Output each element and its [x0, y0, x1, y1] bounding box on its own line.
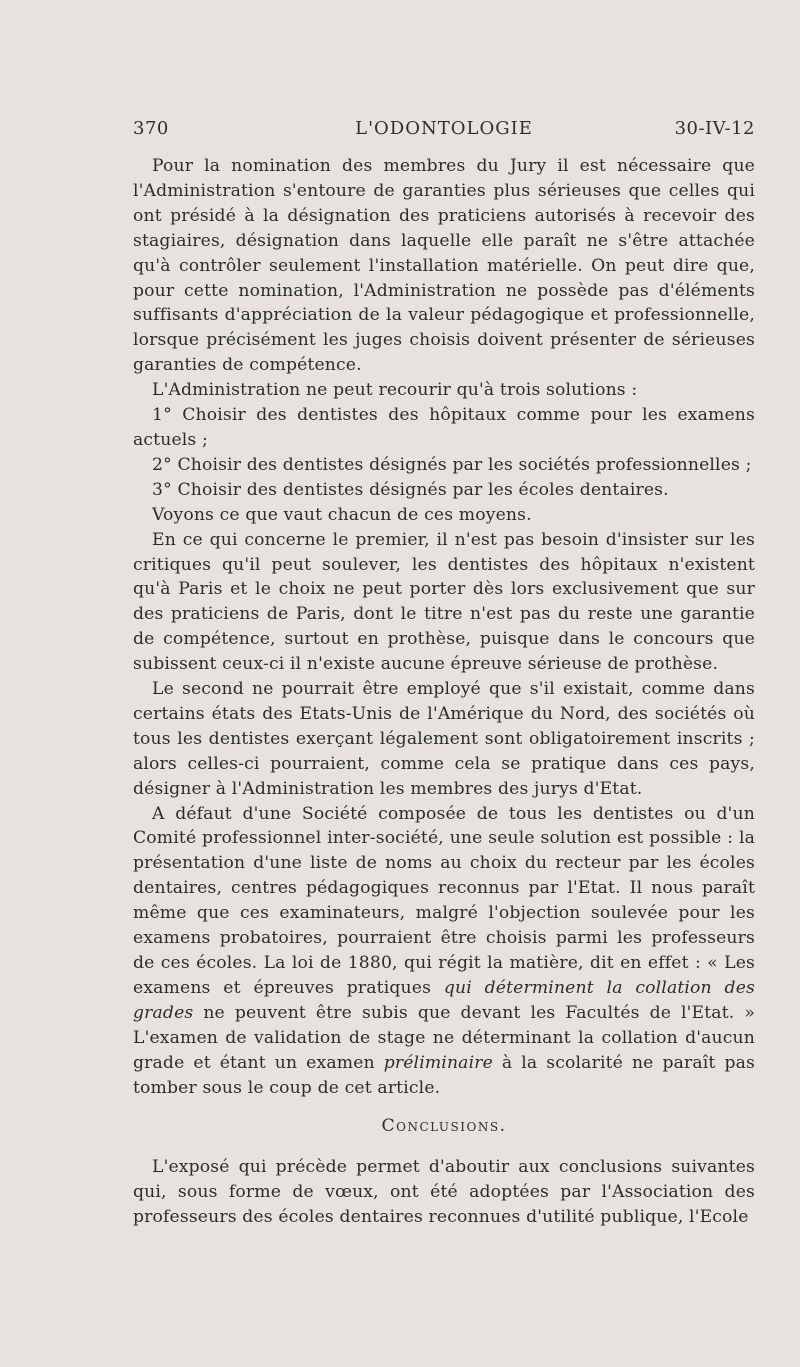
text-run: A défaut d'une Société composée de tous les dentistes ou d'un Comité professionnel inter-société, une seule solution est possible : la présentation d'une liste de noms au choix du recteur par les écoles dentaires, centres pédagogiques reconnus par l'Etat. Il nous paraît même que ces examinateurs, malgré l'objection soulevée pour les examens probatoires, pourraient être choisis parmi les professeurs de ces écoles. La loi de 1880, qui régit la matière, dit en effet : « Les examens et épreuves pratiques [133, 803, 755, 998]
paragraph-third-option [133, 802, 755, 1101]
list-item-solution-1: 1° Choisir des dentistes des hôpitaux comme pour les examens actuels ; [133, 405, 755, 450]
text-run: ne peuvent être subis que devant les Facultés de l'Etat. » L'examen de validation de stage ne déterminant la collation d'aucun grade et étant un examen [133, 1002, 755, 1073]
paragraph-three-solutions: L'Administration ne peut recourir qu'à trois solutions : [152, 380, 638, 401]
running-header [133, 118, 755, 144]
italic-quote: qui déterminent la collation des grades [133, 977, 755, 1023]
italic-term: préliminaire [383, 1052, 493, 1073]
paragraph-second-option: Le second ne pourrait être employé que s'il existait, comme dans certains états des Etats-Unis de l'Amérique du Nord, des sociétés où tous les dentistes exerçant légalement sont obligatoirement inscrits ; alors celles-ci pourraient, comme cela se pratique dans ces pays, désigner à l'Administration les membres des jurys d'Etat. [133, 679, 755, 799]
issue-date: 30-IV-12 [674, 118, 755, 139]
article-body [133, 154, 755, 1230]
paragraph-evaluate-means: Voyons ce que vaut chacun de ces moyens. [152, 504, 532, 525]
paragraph-first-option: En ce qui concerne le premier, il n'est pas besoin d'insister sur les critiques qu'il peut soulever, les dentistes des hôpitaux n'existent qu'à Paris et le choix ne peut porter dès lors exclusivement que sur des praticiens de Paris, dont le titre n'est pas du reste une garantie de compétence, surtout en prothèse, puisque dans le concours que subissent ceux-ci il n'existe aucune épreuve sérieuse de prothèse. [133, 529, 755, 675]
paragraph-jury-nomination: Pour la nomination des membres du Jury il est nécessaire que l'Administration s'entoure de garanties plus sérieuses que celles qui ont présidé à la désignation des praticiens autorisés à recevoir des stagiaires, désignation dans laquelle elle paraît ne s'être attachée qu'à contrôler seulement l'installation matérielle. On peut dire que, pour cette nomination, l'Administration ne possède pas d'éléments suffisants d'appréciation de la valeur pédagogique et professionnelle, lorsque précisément les juges choisis doivent présenter de sérieuses garanties de compétence. [133, 156, 755, 376]
list-item-solution-3: 3° Choisir des dentistes désignés par les écoles dentaires. [152, 479, 669, 500]
journal-title: L'ODONTOLOGIE [355, 118, 533, 139]
list-item-solution-2: 2° Choisir des dentistes désignés par les sociétés professionnelles ; [152, 454, 752, 475]
section-heading-conclusions: Conclusions. [381, 1116, 507, 1137]
text-run: à la scolarité ne paraît pas tomber sous le coup de cet article. [133, 1052, 755, 1098]
paragraph-conclusions-intro: L'exposé qui précède permet d'aboutir aux conclusions suivantes qui, sous forme de vœux, ont été adoptées par l'Association des professeurs des écoles dentaires reconnues d'utilité publique, l'Ecole [133, 1157, 755, 1228]
page-number: 370 [133, 118, 169, 139]
